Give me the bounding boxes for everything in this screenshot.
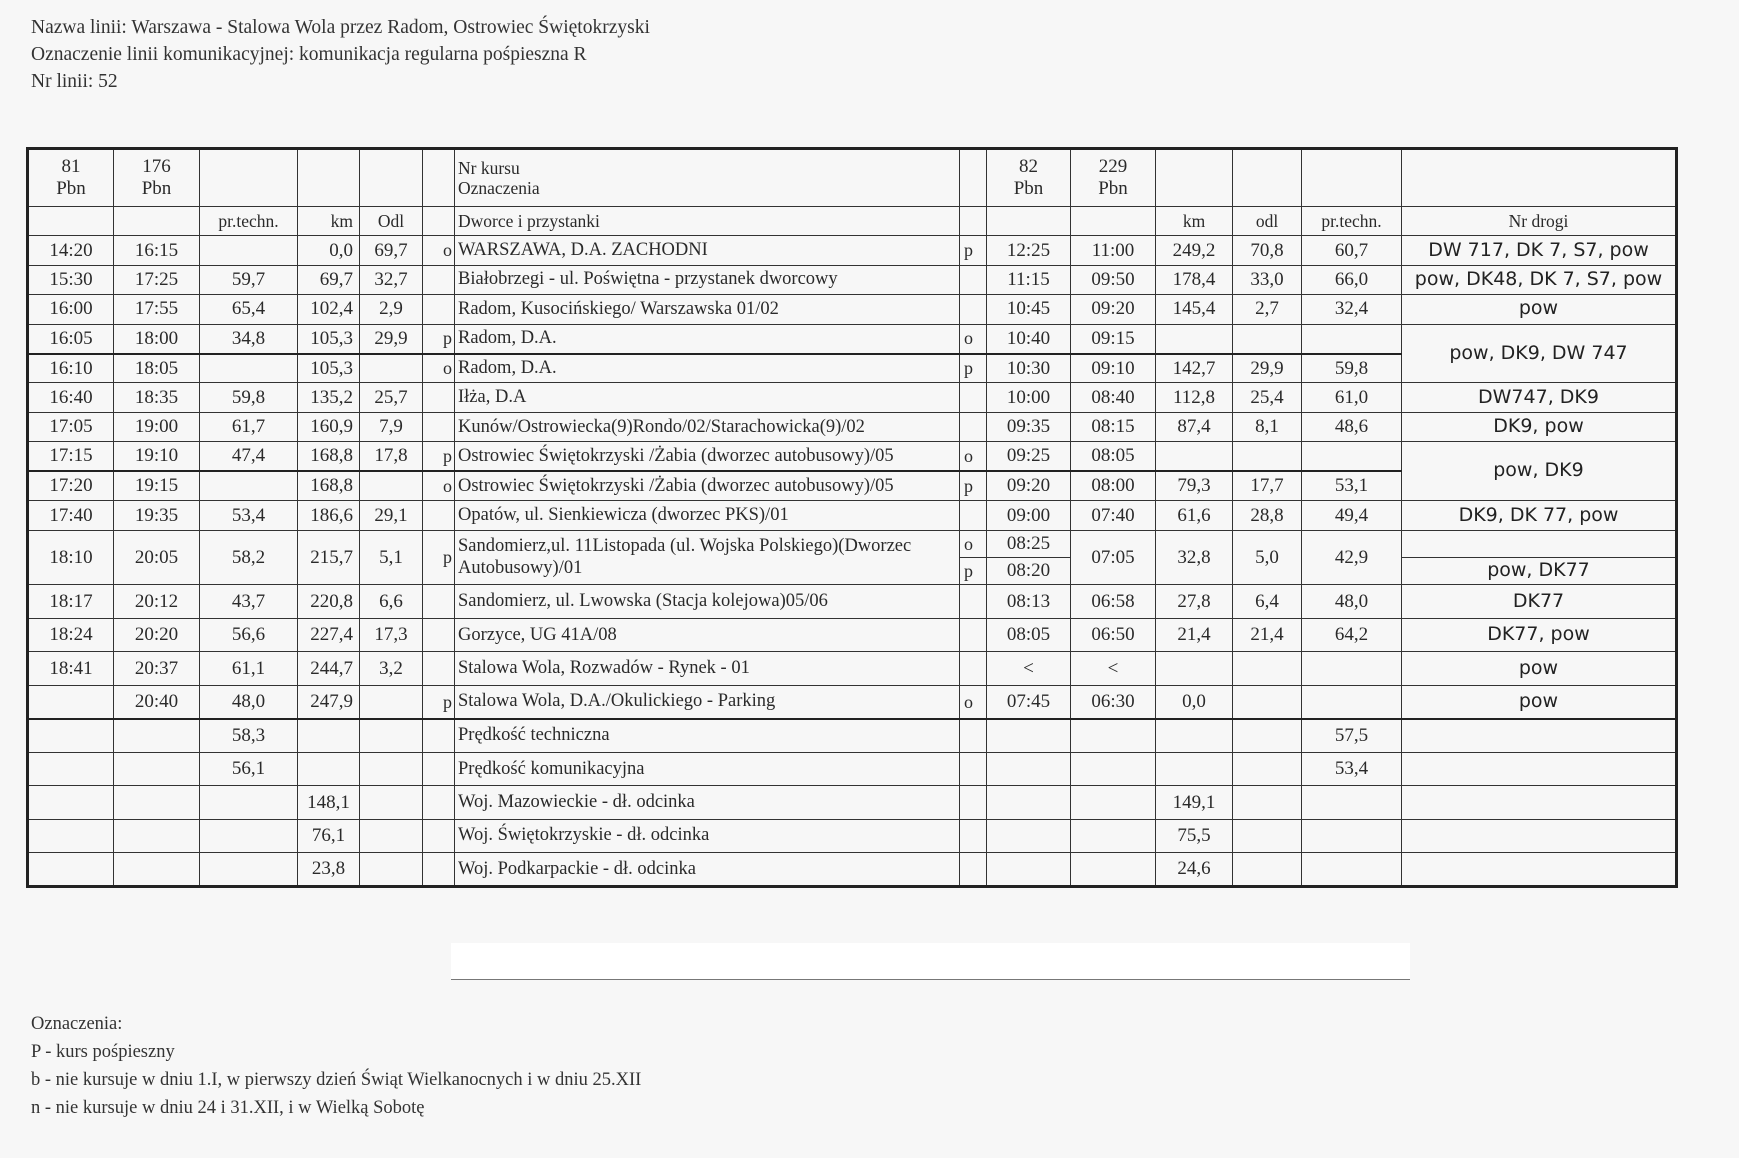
summary-row: 23,8 Woj. Podkarpackie - dł. odcinka 24,6 (28, 853, 1677, 887)
legend (31, 1010, 641, 1122)
table-row: 16:05 18:00 34,8 105,3 29,9 p Radom, D.A. o 10:40 09:15 pow, DK9, DW 747 (28, 324, 1677, 353)
stop-name: Stalowa Wola, Rozwadów - Rynek - 01 (455, 652, 960, 685)
col-stops: Dworce i przystanki (455, 206, 960, 235)
col-odl-left: Odl (360, 206, 423, 235)
road-cell: pow, DK9 (1402, 442, 1677, 501)
table-row: 18:41 20:37 61,1 244,7 3,2 Stalowa Wola, Rozwadów - Rynek - 01 < < pow (28, 652, 1677, 685)
col-odl-right: odl (1233, 206, 1302, 235)
stop-name: Radom, Kusocińskiego/ Warszawska 01/02 (455, 295, 960, 324)
line-designation: Oznaczenie linii komunikacyjnej: komunikacja regularna pośpieszna R (31, 44, 587, 65)
stop-name: Ostrowiec Świętokrzyski /Żabia (dworzec autobusowy)/05 (455, 471, 960, 500)
col-prtechn-right: pr.techn. (1302, 206, 1402, 235)
table-row: 14:20 16:15 0,0 69,7 o WARSZAWA, D.A. ZACHODNI p 12:25 11:00 249,2 70,8 60,7 DW 717, DK 7, S7, pow (28, 236, 1677, 265)
col-road: Nr drogi (1402, 206, 1677, 235)
table-row: 17:15 19:10 47,4 168,8 17,8 p Ostrowiec Świętokrzyski /Żabia (dworzec autobusowy)/05 o 09:25 08:05 pow, DK9 (28, 442, 1677, 471)
summary-row: 148,1 Woj. Mazowieckie - dł. odcinka 149,1 (28, 786, 1677, 819)
table-row: 18:24 20:20 56,6 227,4 17,3 Gorzyce, UG 41A/08 08:05 06:50 21,4 21,4 64,2 DK77, pow (28, 618, 1677, 651)
legend-title: Oznaczenia: (31, 1014, 123, 1034)
col-prtechn-left: pr.techn. (200, 206, 298, 235)
table-row: 17:05 19:00 61,7 160,9 7,9 Kunów/Ostrowiecka(9)Rondo/02/Starachowicka(9)/02 09:35 08:15 87,4 8,1 48,6 DK9, pow (28, 412, 1677, 441)
summary-row: 76,1 Woj. Świętokrzyskie - dł. odcinka 75,5 (28, 819, 1677, 852)
stop-name: Sandomierz,ul. 11Listopada (ul. Wojska Polskiego)(Dworzec Autobusowy)/01 (455, 530, 960, 585)
table-row: 16:10 18:05 105,3 o Radom, D.A. p 10:30 09:10 142,7 29,9 59,8 (28, 354, 1677, 383)
stop-name: Iłża, D.A (455, 383, 960, 412)
road-cell: pow, DK48, DK 7, S7, pow (1402, 265, 1677, 294)
stop-name: WARSZAWA, D.A. ZACHODNI (455, 236, 960, 265)
stop-name: Sandomierz, ul. Lwowska (Stacja kolejowa)05/06 (455, 585, 960, 618)
course-82: 82 Pbn (987, 149, 1071, 207)
table-row: p 08:20 pow, DK77 (28, 558, 1677, 585)
road-cell: DK77, pow (1402, 618, 1677, 651)
road-cell: DK77 (1402, 585, 1677, 618)
header-row-course (28, 149, 1677, 207)
course-176: 176 Pbn (114, 149, 200, 207)
road-cell: pow (1402, 295, 1677, 324)
road-cell: DW 717, DK 7, S7, pow (1402, 236, 1677, 265)
timetable (26, 147, 1678, 888)
stop-name: Radom, D.A. (455, 324, 960, 353)
col-km-left: km (298, 206, 360, 235)
line-number: Nr linii: 52 (31, 71, 118, 92)
road-cell: DW747, DK9 (1402, 383, 1677, 412)
road-cell: DK9, pow (1402, 412, 1677, 441)
line-name: Nazwa linii: Warszawa - Stalowa Wola przez Radom, Ostrowiec Świętokrzyski (31, 17, 650, 38)
stop-name: Gorzyce, UG 41A/08 (455, 618, 960, 651)
road-cell: pow, DK77 (1402, 558, 1677, 585)
summary-row: 56,1 Prędkość komunikacyjna 53,4 (28, 752, 1677, 785)
stop-name: Ostrowiec Świętokrzyski /Żabia (dworzec autobusowy)/05 (455, 442, 960, 471)
stop-name: Radom, D.A. (455, 354, 960, 383)
road-cell: pow (1402, 652, 1677, 685)
legend-item: n - nie kursuje w dniu 24 i 31.XII, i w Wielką Sobotę (31, 1098, 425, 1118)
table-row: 16:00 17:55 65,4 102,4 2,9 Radom, Kusocińskiego/ Warszawska 01/02 10:45 09:20 145,4 2,7 32,4 pow (28, 295, 1677, 324)
road-cell: pow (1402, 685, 1677, 718)
stop-name: Kunów/Ostrowiecka(9)Rondo/02/Starachowicka(9)/02 (455, 412, 960, 441)
table-row: 18:17 20:12 43,7 220,8 6,6 Sandomierz, ul. Lwowska (Stacja kolejowa)05/06 08:13 06:58 27,8 6,4 48,0 DK77 (28, 585, 1677, 618)
table-row: 17:40 19:35 53,4 186,6 29,1 Opatów, ul. Sienkiewicza (dworzec PKS)/01 09:00 07:40 61,6 28,8 49,4 DK9, DK 77, pow (28, 501, 1677, 530)
course-label: Nr kursu Oznaczenia (455, 149, 960, 207)
legend-item: P - kurs pośpieszny (31, 1042, 175, 1062)
stop-name: Opatów, ul. Sienkiewicza (dworzec PKS)/01 (455, 501, 960, 530)
document-header (31, 14, 650, 95)
summary-row: 58,3 Prędkość techniczna 57,5 (28, 719, 1677, 752)
course-229: 229 Pbn (1071, 149, 1156, 207)
stop-name: Stalowa Wola, D.A./Okulickiego - Parking (455, 685, 960, 718)
table-row: 20:40 48,0 247,9 p Stalowa Wola, D.A./Okulickiego - Parking o 07:45 06:30 0,0 pow (28, 685, 1677, 718)
course-81: 81 Pbn (28, 149, 114, 207)
road-cell: DK9, DK 77, pow (1402, 501, 1677, 530)
road-cell: pow, DK9, DW 747 (1402, 324, 1677, 383)
table-row: 17:20 19:15 168,8 o Ostrowiec Świętokrzyski /Żabia (dworzec autobusowy)/05 p 09:20 08:00 79,3 17,7 53,1 (28, 471, 1677, 500)
stop-name: Białobrzegi - ul. Poświętna - przystanek dworcowy (455, 265, 960, 294)
legend-item: b - nie kursuje w dniu 1.I, w pierwszy dzień Świąt Wielkanocnych i w dniu 25.XII (31, 1070, 642, 1090)
blank-strip (451, 943, 1410, 980)
table-row: 15:30 17:25 59,7 69,7 32,7 Białobrzegi - ul. Poświętna - przystanek dworcowy 11:15 09:50 178,4 33,0 66,0 pow, DK48, DK 7, S7, pow (28, 265, 1677, 294)
table-row: 16:40 18:35 59,8 135,2 25,7 Iłża, D.A 10:00 08:40 112,8 25,4 61,0 DW747, DK9 (28, 383, 1677, 412)
header-row-columns (28, 206, 1677, 235)
table-row: 18:10 20:05 58,2 215,7 5,1 p Sandomierz,ul. 11Listopada (ul. Wojska Polskiego)(Dworzec Autobusowy)/01 o 08:25 07:05 32,8 5,0 42,9 (28, 530, 1677, 557)
col-km-right: km (1156, 206, 1233, 235)
